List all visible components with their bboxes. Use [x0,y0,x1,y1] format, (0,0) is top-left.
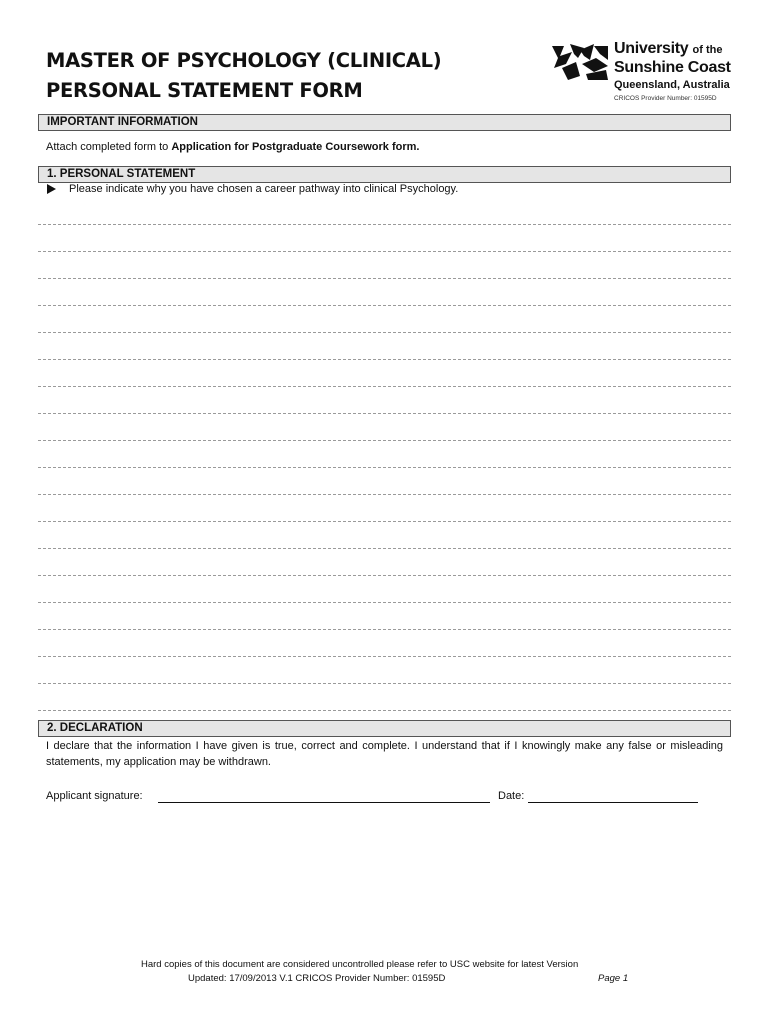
footer-uncontrolled-notice: Hard copies of this document are considered uncontrolled please refer to USC website for latest Version [141,959,579,970]
writing-line[interactable] [38,521,731,522]
writing-line[interactable] [38,494,731,495]
signature-label: Applicant signature: [46,790,143,802]
application-form-name: Application for Postgraduate Coursework form. [171,141,420,153]
title-line-1: MASTER OF PSYCHOLOGY (CLINICAL) [46,49,442,72]
logo-university-name [614,40,731,76]
writing-line[interactable] [38,251,731,252]
writing-line[interactable] [38,386,731,387]
page-title [46,46,441,106]
important-info-text [46,140,419,155]
important-info-heading: IMPORTANT INFORMATION [38,114,731,131]
declaration-text: I declare that the information I have given is true, correct and complete. I understand that if I knowingly make any false or misleading statements, my application may be withdrawn. [46,740,723,768]
logo-cricos: CRICOS Provider Number: 01595D [614,95,717,102]
writing-line[interactable] [38,359,731,360]
logo-sunshine-coast: Sunshine Coast [614,59,731,76]
writing-line[interactable] [38,548,731,549]
date-label: Date: [498,790,525,802]
writing-line[interactable] [38,440,731,441]
writing-line[interactable] [38,656,731,657]
bullet-arrow-icon [47,184,56,194]
writing-line[interactable] [38,305,731,306]
logo-region: Queensland, Australia [614,79,730,91]
personal-statement-prompt: Please indicate why you have chosen a career pathway into clinical Psychology. [69,183,459,195]
important-info-prefix: Attach completed form to [46,141,172,153]
writing-line[interactable] [38,224,731,225]
writing-line[interactable] [38,710,731,711]
personal-statement-heading: 1. PERSONAL STATEMENT [38,166,731,183]
writing-line[interactable] [38,467,731,468]
logo-university: University [614,40,689,57]
writing-line[interactable] [38,575,731,576]
date-field[interactable] [528,802,698,803]
signature-field[interactable] [158,802,490,803]
logo-of-the: of the [692,44,723,56]
writing-line[interactable] [38,278,731,279]
writing-line[interactable] [38,413,731,414]
university-logo [550,40,730,106]
usc-logo-mark-icon [550,42,610,82]
footer-version-info: Updated: 17/09/2013 V.1 CRICOS Provider Number: 01595D [188,973,446,984]
writing-line[interactable] [38,683,731,684]
declaration-heading: 2. DECLARATION [38,720,731,737]
title-line-2: PERSONAL STATEMENT FORM [46,79,363,102]
writing-line[interactable] [38,332,731,333]
writing-line[interactable] [38,629,731,630]
footer-page-number: Page 1 [598,973,629,984]
writing-line[interactable] [38,602,731,603]
